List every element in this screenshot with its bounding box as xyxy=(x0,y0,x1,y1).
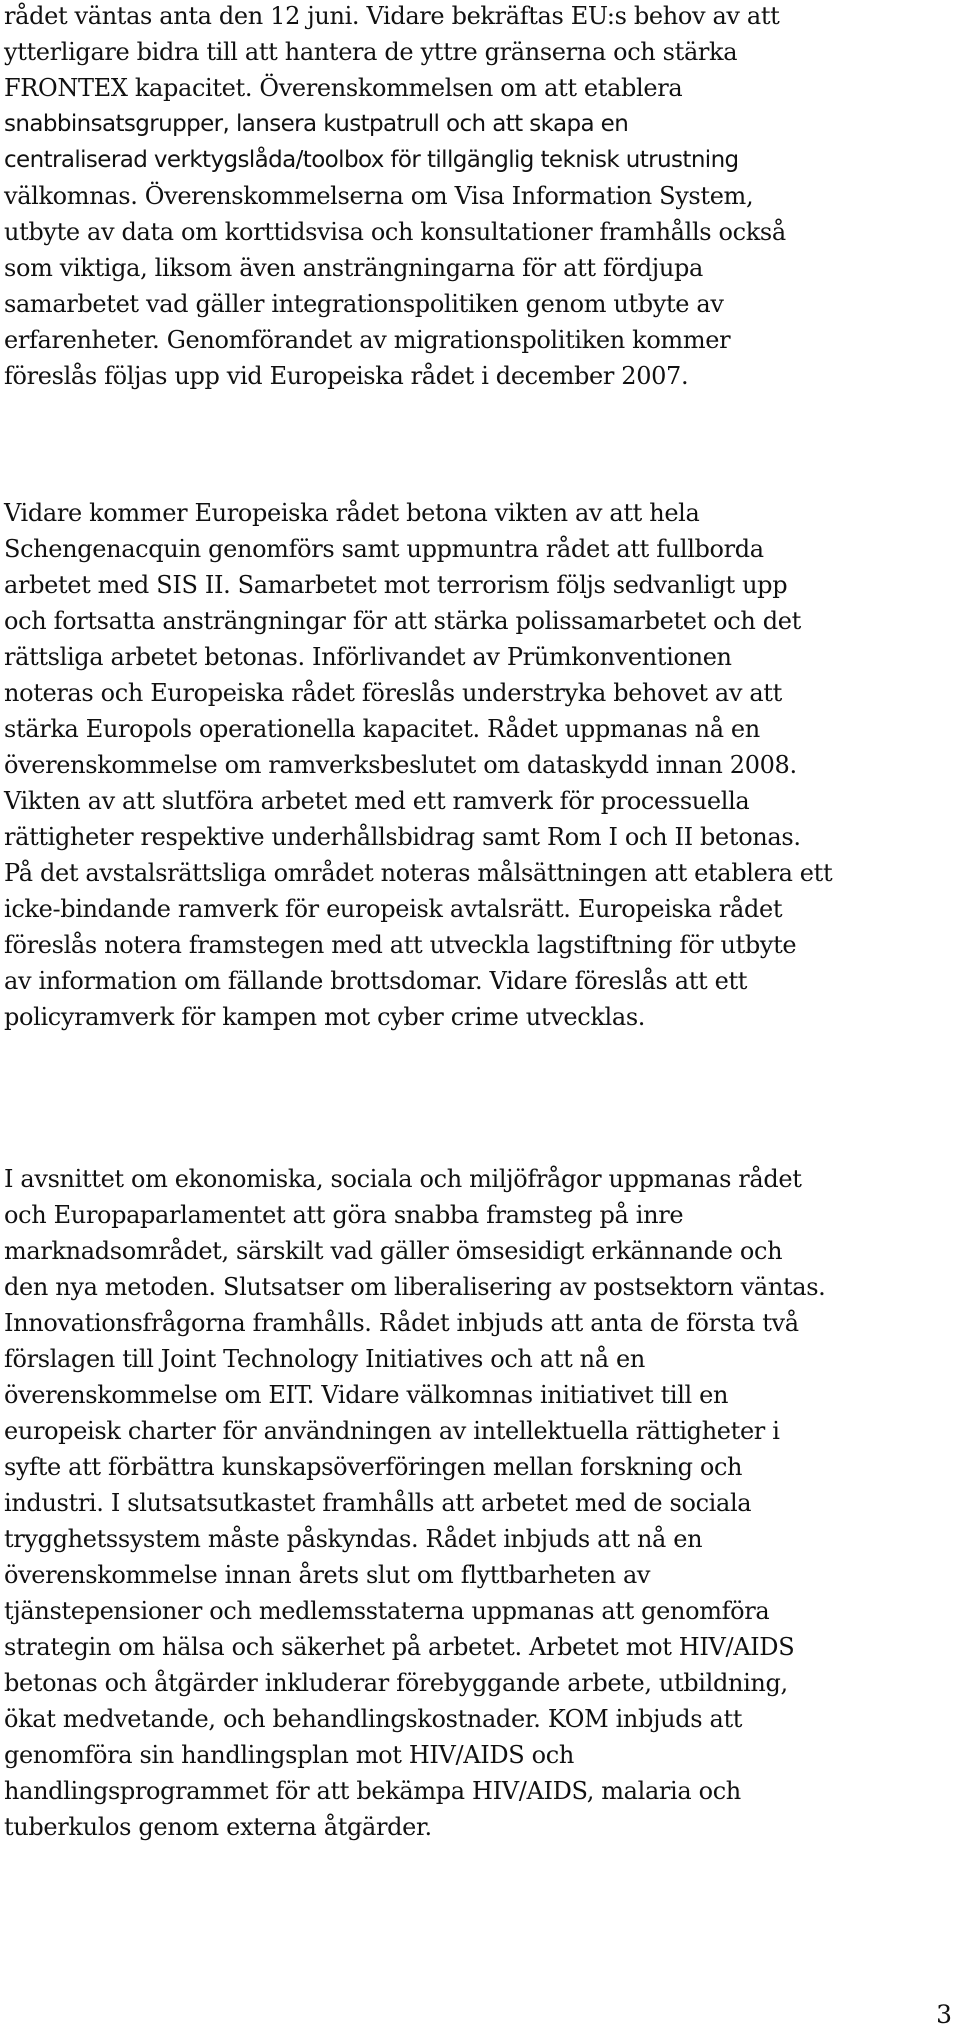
text-line: genomföra sin handlingsplan mot HIV/AIDS och xyxy=(4,1741,574,1769)
text-line: trygghetssystem måste påskyndas. Rådet inbjuds att nå en xyxy=(4,1525,703,1553)
text-line: av information om fällande brottsdomar. Vidare föreslås att ett xyxy=(4,967,748,995)
text-line: Vidare kommer Europeiska rådet betona vikten av att hela xyxy=(4,499,700,527)
text-line: ökat medvetande, och behandlingskostnader. KOM inbjuds att xyxy=(4,1705,743,1733)
text-line: snabbinsatsgrupper, lansera kustpatrull och att skapa en xyxy=(4,111,629,137)
text-line: föreslås följas upp vid Europeiska rådet i december 2007. xyxy=(4,362,689,390)
text-line: industri. I slutsatsutkastet framhålls att arbetet med de sociala xyxy=(4,1489,752,1517)
text-line: europeisk charter för användningen av intellektuella rättigheter i xyxy=(4,1417,780,1445)
text-line: rättigheter respektive underhållsbidrag samt Rom I och II betonas. xyxy=(4,823,801,851)
text-line: föreslås notera framstegen med att utveckla lagstiftning för utbyte xyxy=(4,931,797,959)
text-line: tjänstepensioner och medlemsstaterna uppmanas att genomföra xyxy=(4,1597,770,1625)
text-line: tuberkulos genom externa åtgärder. xyxy=(4,1813,432,1841)
text-line: noteras och Europeiska rådet föreslås understryka behovet av att xyxy=(4,679,782,707)
text-line: som viktiga, liksom även ansträngningarna för att fördjupa xyxy=(4,254,703,282)
text-line: överenskommelse om EIT. Vidare välkomnas initiativet till en xyxy=(4,1381,729,1409)
text-line: policyramverk för kampen mot cyber crime utvecklas. xyxy=(4,1003,646,1031)
text-line: Vikten av att slutföra arbetet med ett ramverk för processuella xyxy=(4,787,750,815)
text-line: strategin om hälsa och säkerhet på arbetet. Arbetet mot HIV/AIDS xyxy=(4,1633,795,1661)
text-line: På det avstalsrättsliga området noteras målsättningen att etablera ett xyxy=(4,859,833,887)
text-line: syfte att förbättra kunskapsöverföringen mellan forskning och xyxy=(4,1453,743,1481)
paragraph-migration xyxy=(4,0,954,394)
text-line: den nya metoden. Slutsatser om liberalisering av postsektorn väntas. xyxy=(4,1273,826,1301)
text-line: och fortsatta ansträngningar för att stärka polissamarbetet och det xyxy=(4,607,801,635)
text-line: handlingsprogrammet för att bekämpa HIV/AIDS, malaria och xyxy=(4,1777,741,1805)
text-line: överenskommelse innan årets slut om flyttbarheten av xyxy=(4,1561,651,1589)
text-line: och Europaparlamentet att göra snabba framsteg på inre xyxy=(4,1201,684,1229)
text-line: arbetet med SIS II. Samarbetet mot terrorism följs sedvanligt upp xyxy=(4,571,788,599)
paragraph-economic-social xyxy=(4,1161,954,1845)
text-line: utbyte av data om korttidsvisa och konsultationer framhålls också xyxy=(4,218,786,246)
text-line: välkomnas. Överenskommelserna om Visa Information System, xyxy=(4,182,754,210)
text-line: Schengenacquin genomförs samt uppmuntra rådet att fullborda xyxy=(4,535,764,563)
text-line: stärka Europols operationella kapacitet. Rådet uppmanas nå en xyxy=(4,715,760,743)
page-number: 3 xyxy=(936,2000,952,2029)
text-line: I avsnittet om ekonomiska, sociala och miljöfrågor uppmanas rådet xyxy=(4,1165,802,1193)
text-line: marknadsområdet, särskilt vad gäller ömsesidigt erkännande och xyxy=(4,1237,783,1265)
text-line: rådet väntas anta den 12 juni. Vidare bekräftas EU:s behov av att xyxy=(4,2,780,30)
text-line: centraliserad verktygslåda/toolbox för tillgänglig teknisk utrustning xyxy=(4,147,739,173)
text-line: betonas och åtgärder inkluderar förebyggande arbete, utbildning, xyxy=(4,1669,788,1697)
text-line: samarbetet vad gäller integrationspolitiken genom utbyte av xyxy=(4,290,724,318)
text-line: ytterligare bidra till att hantera de yttre gränserna och stärka xyxy=(4,38,738,66)
text-line: FRONTEX kapacitet. Överenskommelsen om att etablera xyxy=(4,74,683,102)
text-line: förslagen till Joint Technology Initiatives och att nå en xyxy=(4,1345,645,1373)
paragraph-justice-home-affairs xyxy=(4,495,954,1035)
text-line: Innovationsfrågorna framhålls. Rådet inbjuds att anta de första två xyxy=(4,1309,799,1337)
text-line: icke-bindande ramverk för europeisk avtalsrätt. Europeiska rådet xyxy=(4,895,783,923)
text-line: överenskommelse om ramverksbeslutet om dataskydd innan 2008. xyxy=(4,751,797,779)
text-line: rättsliga arbetet betonas. Införlivandet av Prümkonventionen xyxy=(4,643,732,671)
text-line: erfarenheter. Genomförandet av migrationspolitiken kommer xyxy=(4,326,731,354)
